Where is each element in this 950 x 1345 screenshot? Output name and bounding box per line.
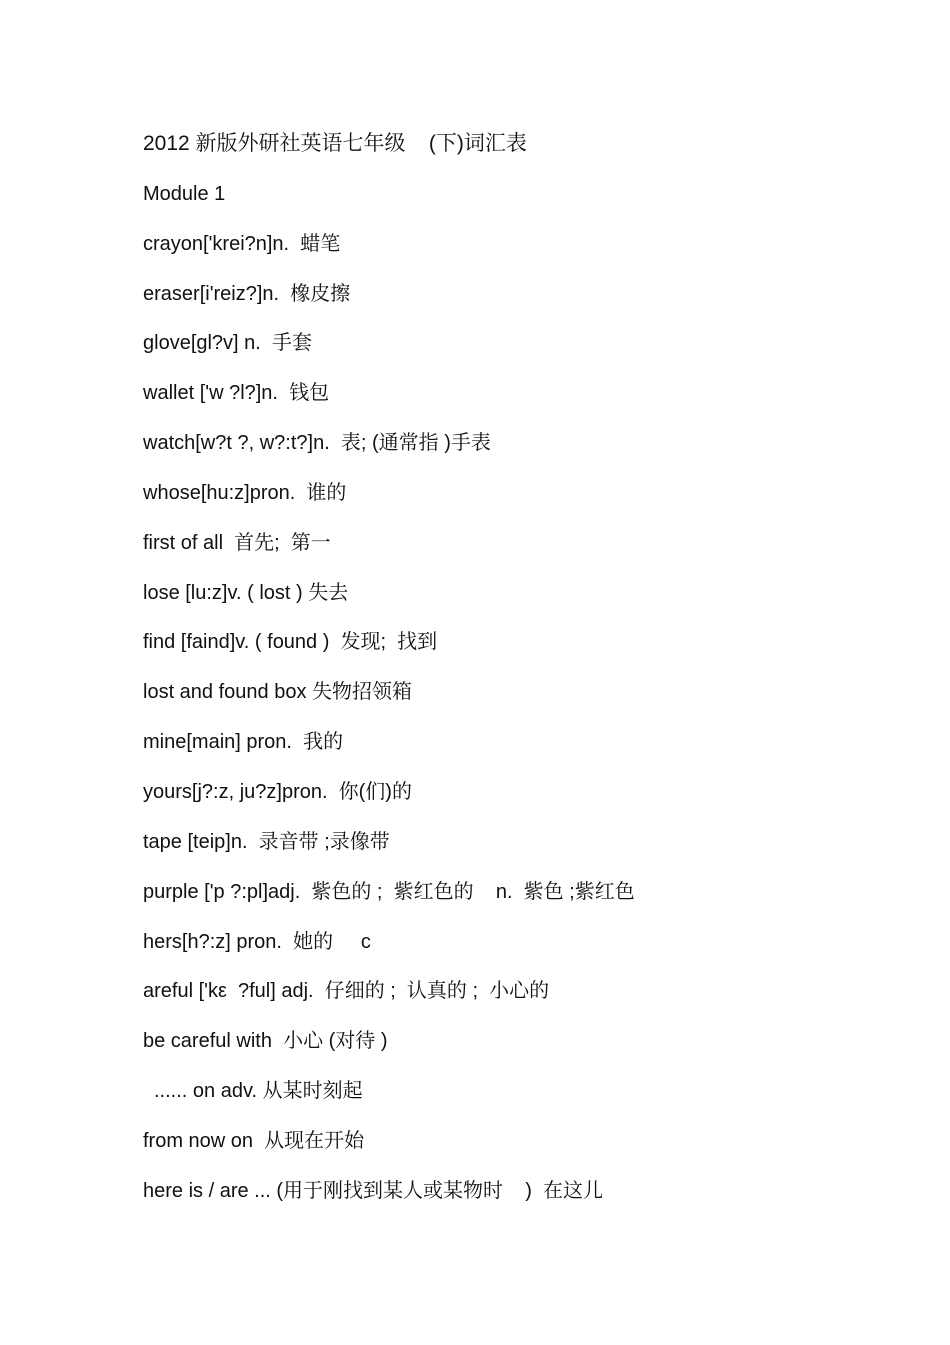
vocab-entry: eraser[i'reiz?]n. 橡皮擦 xyxy=(143,282,351,305)
vocab-entry: be careful with 小心 (对待 ) xyxy=(143,1030,388,1053)
vocab-entry: wallet ['w ?l?]n. 钱包 xyxy=(143,382,330,405)
document-title: 2012 新版外研社英语七年级 (下)词汇表 xyxy=(143,132,527,155)
vocab-entry: find [faind]v. ( found ) 发现; 找到 xyxy=(143,631,438,654)
vocab-entry: areful ['kε ?ful] adj. 仔细的 ; 认真的 ; 小心的 xyxy=(143,980,550,1003)
module-heading: Module 1 xyxy=(143,182,226,205)
vocab-entry: from now on 从现在开始 xyxy=(143,1129,365,1152)
vocab-entry: crayon['krei?n]n. 蜡笔 xyxy=(143,232,341,255)
vocab-entry: yours[j?:z, ju?z]pron. 你(们)的 xyxy=(143,780,412,803)
vocab-entry: lost and found box 失物招领箱 xyxy=(143,681,413,704)
vocab-entry: purple ['p ?:pl]adj. 紫色的 ; 紫红色的 n. 紫色 ;紫红色 xyxy=(143,880,635,903)
vocabulary-list xyxy=(143,128,903,1225)
vocab-entry: here is / are ... (用于刚找到某人或某物时 ) 在这儿 xyxy=(143,1179,604,1202)
vocab-entry: whose[hu:z]pron. 谁的 xyxy=(143,481,347,504)
vocab-entry: watch[w?t ?, w?:t?]n. 表; (通常指 )手表 xyxy=(143,432,491,455)
vocab-entry: mine[main] pron. 我的 xyxy=(143,731,344,754)
vocab-entry: glove[ɡl?v] n. 手套 xyxy=(143,332,312,355)
vocab-entry: lose [lu:z]v. ( lost ) 失去 xyxy=(143,581,349,604)
vocab-entry: hers[h?:z] pron. 她的 c xyxy=(143,930,371,953)
vocab-entry: ...... on adv. 从某时刻起 xyxy=(154,1080,363,1103)
vocab-entry: first of all 首先; 第一 xyxy=(143,531,331,554)
vocab-entry: tape [teip]n. 录音带 ;录像带 xyxy=(143,830,390,853)
